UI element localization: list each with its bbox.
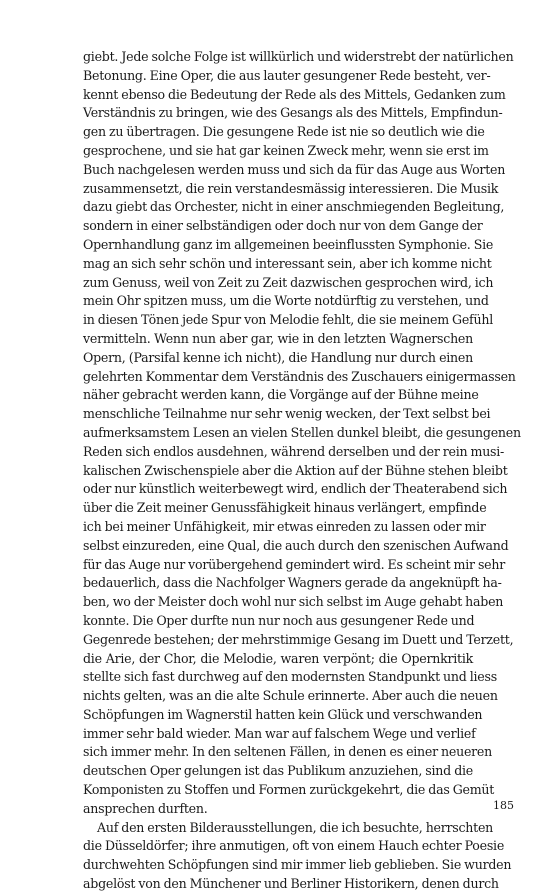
text-line: Opern, (Parsifal kenne ich nicht), die Handlung nur durch einen: [83, 349, 473, 365]
text-line: menschliche Teilnahme nur sehr wenig wecken, der Text selbst bei: [83, 406, 491, 422]
text-line: dazu giebt das Orchester, nicht in einer anschmiegenden Begleitung,: [83, 199, 505, 215]
text-line: kalischen Zwischenspiele aber die Aktion auf der Bühne stehen bleibt: [83, 462, 508, 478]
text-line: gesprochene, und sie hat gar keinen Zweck mehr, wenn sie erst im: [83, 142, 489, 158]
text-line: giebt. Jede solche Folge ist willkürlich und widerstrebt der natürlichen: [83, 49, 514, 64]
text-line: immer sehr bald wieder. Man war auf falschem Wege und verlief: [83, 725, 476, 741]
text-line: die Arie, der Chor, die Melodie, waren verpönt; die Opernkritik: [83, 650, 473, 666]
text-line: mein Ohr spitzen muss, um die Worte notdürftig zu verstehen, und: [83, 293, 489, 309]
text-line: abgelöst von den Münchener und Berliner Historikern, denen durch: [83, 876, 499, 892]
text-line: oder nur künstlich weiterbewegt wird, endlich der Theaterabend sich: [83, 481, 508, 497]
text-line: stellte sich fast durchweg auf den modernsten Standpunkt und liess: [83, 669, 497, 685]
text-line: mag an sich sehr schön und interessant sein, aber ich komme nicht: [83, 255, 492, 271]
text-line: vermitteln. Wenn nun aber gar, wie in den letzten Wagnerschen: [83, 330, 473, 346]
text-line: Betonung. Eine Oper, die aus lauter gesungener Rede besteht, ver-: [83, 67, 491, 83]
text-line: über die Zeit meiner Genussfähigkeit hinaus verlängert, empfinde: [83, 500, 487, 516]
text-line: Gegenrede bestehen; der mehrstimmige Gesang im Duett und Terzett,: [83, 631, 514, 647]
text-line: die Düsseldörfer; ihre anmutigen, oft von einem Hauch echter Poesie: [83, 838, 505, 854]
text-line: Buch nachgelesen werden muss und sich da für das Auge aus Worten: [83, 161, 506, 177]
text-line: kennt ebenso die Bedeutung der Rede als des Mittels, Gedanken zum: [83, 86, 506, 102]
text-line: ansprechen durften.: [83, 800, 208, 816]
page-number: 185: [493, 799, 514, 812]
text-line: konnte. Die Oper durfte nun nur noch aus gesungener Rede und: [83, 612, 475, 628]
text-line: Verständnis zu bringen, wie des Gesangs als des Mittels, Empfindun-: [83, 105, 503, 121]
text-line: Opernhandlung ganz im allgemeinen beeinflussten Symphonie. Sie: [83, 236, 494, 252]
text-line: ben, wo der Meister doch wohl nur sich selbst im Auge gehabt haben: [83, 594, 504, 610]
text-line: Komponisten zu Stoffen und Formen zurückgekehrt, die das Gemüt: [83, 782, 495, 798]
text-line: näher gebracht werden kann, die Vorgänge auf der Bühne meine: [83, 387, 479, 403]
text-line: aufmerksamstem Lesen an vielen Stellen dunkel bleibt, die gesungenen: [83, 424, 521, 440]
text-line: selbst einzureden, eine Qual, die auch durch den szenischen Aufwand: [83, 537, 509, 553]
text-line: deutschen Oper gelungen ist das Publikum anzuziehen, sind die: [83, 763, 473, 779]
text-line: nichts gelten, was an die alte Schule erinnerte. Aber auch die neuen: [83, 688, 498, 704]
text-line: sich immer mehr. In den seltenen Fällen, in denen es einer neueren: [83, 744, 492, 760]
text-line: gelehrten Kommentar dem Verständnis des Zuschauers einigermassen: [83, 368, 516, 384]
text-line: für das Auge nur vorübergehend gemindert wird. Es scheint mir sehr: [83, 556, 505, 572]
text-line: Auf den ersten Bilderausstellungen, die ich besuchte, herrschten: [97, 819, 494, 835]
text-line: in diesen Tönen jede Spur von Melodie fehlt, die sie meinem Gefühl: [83, 312, 493, 328]
text-line: Reden sich endlos ausdehnen, während derselben und der rein musi-: [83, 443, 505, 459]
text-line: sondern in einer selbständigen oder doch nur von dem Gange der: [83, 218, 483, 234]
text-line: zusammensetzt, die rein verstandesmässig interessieren. Die Musik: [83, 180, 499, 196]
text-line: Schöpfungen im Wagnerstil hatten kein Glück und verschwanden: [83, 706, 483, 722]
text-line: ich bei meiner Unfähigkeit, mir etwas einreden zu lassen oder mir: [83, 518, 486, 534]
text-line: durchwehten Schöpfungen sind mir immer lieb geblieben. Sie wurden: [83, 857, 512, 873]
text-line: zum Genuss, weil von Zeit zu Zeit dazwischen gesprochen wird, ich: [83, 274, 494, 290]
text-line: bedauerlich, dass die Nachfolger Wagners gerade da angeknüpft ha-: [83, 575, 502, 591]
text-line: gen zu übertragen. Die gesungene Rede ist nie so deutlich wie die: [83, 124, 485, 140]
